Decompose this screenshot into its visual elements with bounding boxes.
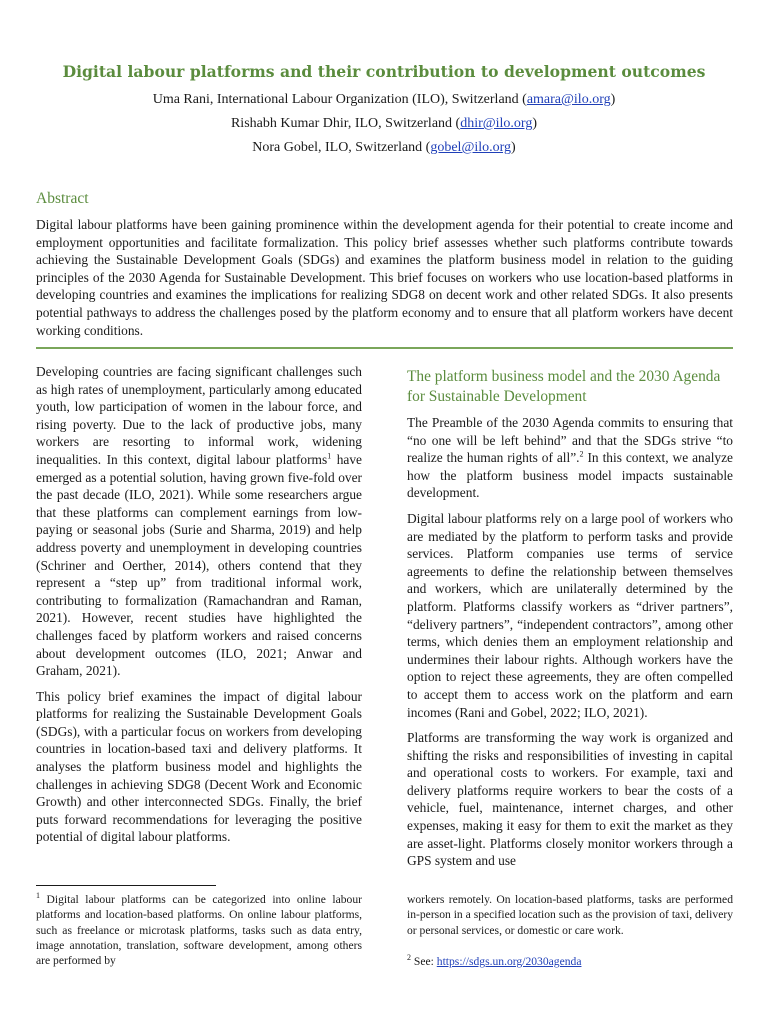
platform-paragraph-1 <box>407 414 733 502</box>
intro-paragraph-2: This policy brief examines the impact of digital labour platforms for realizing the Sustainable Development Goals (SDGs), with a particular focus on workers from developing countries in location-based taxi and delivery platforms. It analyses the platform business model and highlights the challenges in achieving SDG8 (Decent Work and Economic Growth) and other interconnected SDGs. Finally, the brief puts forward recommendations for leveraging the positive potential of digital labour platforms. <box>36 688 362 845</box>
author-line-gobel <box>0 140 768 156</box>
author-affiliation: Uma Rani, International Labour Organization (ILO), Switzerland ( <box>152 92 527 107</box>
abstract-body: Digital labour platforms have been gaining prominence within the development agenda for their potential to create income and employment opportunities and facilitate formalization. This policy brief assesses whether such platforms contribute towards achieving the Sustainable Development Goals (SDGs) and examines the platform business model in relation to the guiding principles of the 2030 Agenda for Sustainable Development. This brief focuses on workers who use location-based platforms in developing countries and examines the implications for realizing SDG8 on decent work and other related SDGs. It also presents potential pathways to address the challenges posed by the platform economy and to ensure that all platform workers have decent working conditions. <box>36 217 733 338</box>
author-affiliation: Rishabh Kumar Dhir, ILO, Switzerland ( <box>230 116 461 131</box>
author-email-link[interactable]: amara@ilo.org <box>526 92 611 107</box>
abstract-heading: Abstract <box>36 190 89 207</box>
intro-text-a: Developing countries are facing significant challenges such as high rates of unemployment, particularly among educated youth, low participation of women in the labour force, and rising poverty. Due to the lack of productive jobs, many workers are resorting to informal work, widening inequalities. In this context, digital labour platforms <box>36 364 362 467</box>
section-divider <box>36 347 733 349</box>
author-affiliation: Nora Gobel, ILO, Switzerland ( <box>252 140 431 155</box>
footnote-1 <box>36 892 362 968</box>
footnote-ref-2[interactable]: 2 <box>579 449 584 459</box>
footnote-number: 2 <box>407 953 411 963</box>
intro-paragraph-1 <box>36 363 362 680</box>
footnote-2-label: See: <box>411 955 437 968</box>
platform-text-a: The Preamble of the 2030 Agenda commits to ensuring that “no one will be left behind” and that the SDGs strive “to realize the human rights of all”. <box>407 415 733 466</box>
footnote-1-continued: workers remotely. On location-based platforms, tasks are performed in-person in a specified location such as the provision of taxi, delivery or personal services, or domestic or care work. <box>407 893 733 937</box>
author-line-rani <box>0 92 768 108</box>
author-close-paren: ) <box>511 140 516 155</box>
right-column <box>407 414 733 878</box>
sdg-agenda-link[interactable]: https://sdgs.un.org/2030agenda <box>436 955 582 968</box>
footnote-2 <box>407 954 733 969</box>
intro-text-b: have emerged as a potential solution, having grown five-fold over the past decade (ILO, 2021). While some researchers argue that these platforms can complement earnings from low-paying or seasonal jobs (Surie and Sharma, 2019) and help address poverty and unemployment in developing countries (Schriner and Oerther, 2014), others contend that they represent a “step up” from traditional informal work, contributing to formalization (Ramachandran and Raman, 2021). However, recent studies have highlighted the challenges faced by platform workers and raised concerns about development outcomes (ILO, 2021; Anwar and Graham, 2021). <box>36 451 362 679</box>
author-email-link[interactable]: dhir@ilo.org <box>460 116 533 131</box>
author-close-paren: ) <box>610 92 616 107</box>
author-email-link[interactable]: gobel@ilo.org <box>430 140 512 155</box>
author-line-dhir <box>0 116 768 132</box>
footnote-ref-1[interactable]: 1 <box>327 451 332 461</box>
footnote-number: 1 <box>36 891 40 901</box>
platform-paragraph-2: Digital labour platforms rely on a large pool of workers who are mediated by the platform to perform tasks and provide services. Platform companies use terms of service agreements to define the relationship between themselves and workers, which are unilaterally determined by the platform. Platforms classify workers as “driver partners”, “delivery partners”, “independent contractors”, among other terms, which denies them an employment relationship and undermines their labour rights. Although workers have the option to reject these agreements, they are often compelled to accept them to access work on the platform and earn incomes (Rani and Gobel, 2022; ILO, 2021). <box>407 510 733 720</box>
platform-text-b: In this context, we analyze how the platform business model impacts sustainable development. <box>407 450 733 501</box>
left-column <box>36 363 362 854</box>
paper-title: Digital labour platforms and their contribution to development outcomes <box>62 62 706 81</box>
footnote-divider <box>36 885 216 886</box>
platform-paragraph-3: Platforms are transforming the way work is organized and shifting the risks and responsibilities of investing in capital and operational costs to workers. For example, taxi and delivery platforms require workers to bear the costs of a vehicle, fuel, maintenance, internet charges, and other expenses, making it easy for them to exit the market as they are asset-light. Platforms closely monitor workers through a GPS system and use <box>407 730 733 869</box>
section-heading-platform-model: The platform business model and the 2030 Agenda for Sustainable Development <box>407 368 721 405</box>
footnote-1-text: Digital labour platforms can be categorized into online labour platforms and location-based platforms. On online labour platforms, such as freelance or microtask platforms, tasks such as data entry, image annotation, translation, software development, among others are performed by <box>36 893 362 968</box>
author-close-paren: ) <box>532 116 538 131</box>
